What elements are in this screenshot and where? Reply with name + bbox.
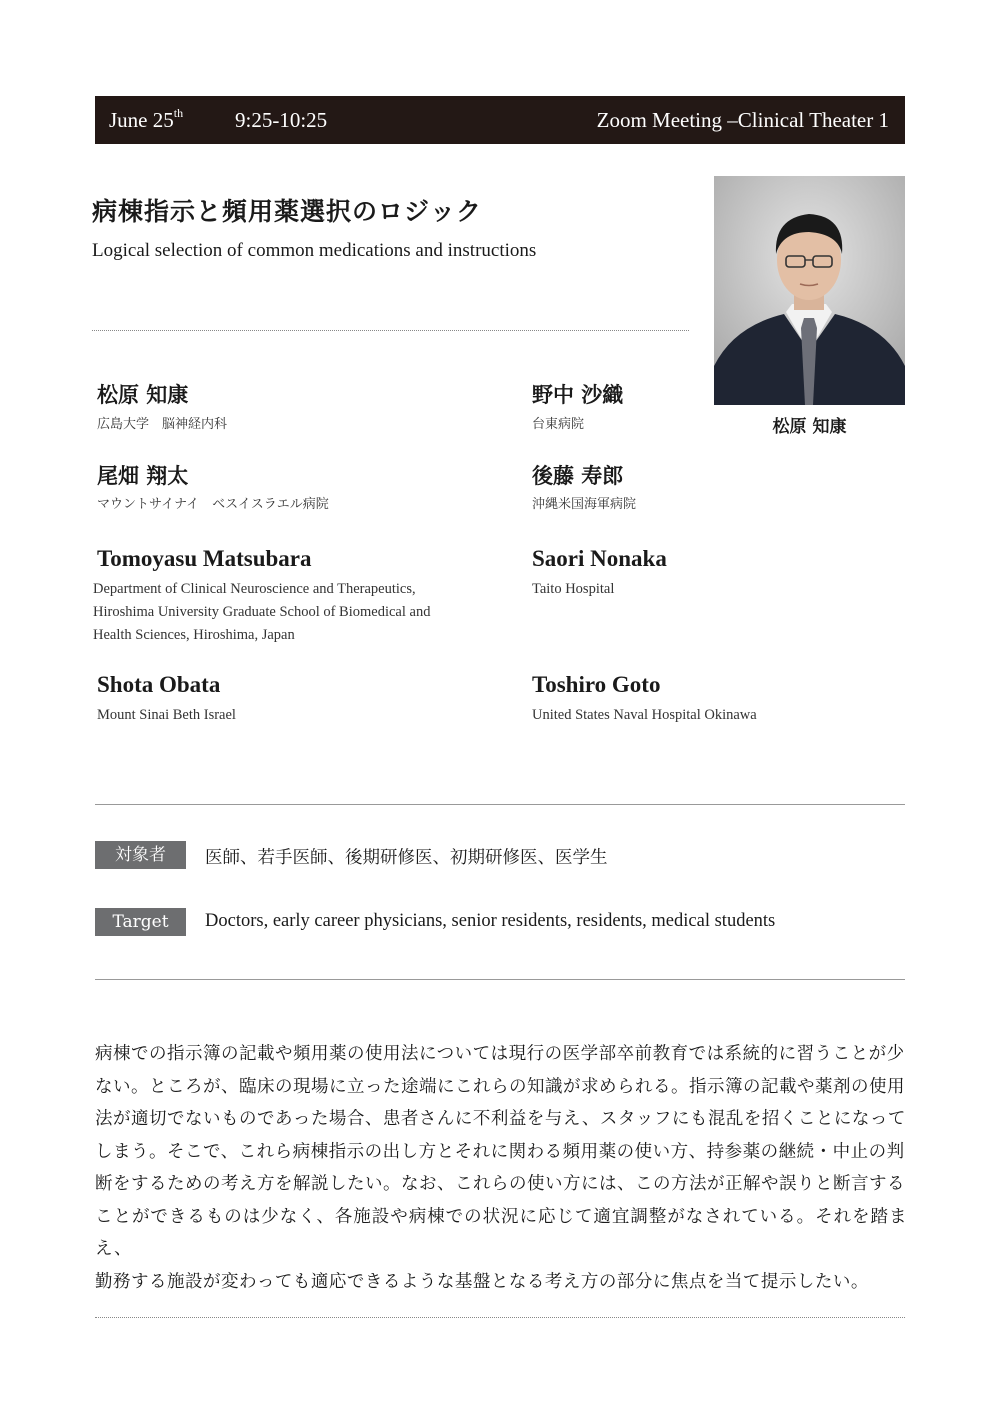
session-time: 9:25-10:25 [235, 108, 328, 132]
abstract-paragraph: 病棟での指示簿の記載や頻用薬の使用法については現行の医学部卒前教育では系統的に習うことが少 ない。ところが、臨床の現場に立った途端にこれらの知識が求められる。指示簿の記載や薬剤の使用 法が適切でないものであった場合、患者さんに不利益を与え、スタッフにも混乱を招くことになって しまう。そこで、これら病棟指示の出し方とそれに関わる頻用薬の使い方、持参薬の継続・中止の判 断をするための考え方を解説したい。なお、これらの使い方には、この方法が正解や誤りと断言する ことができるものは少なく、各施設や病棟での状況に応じて適宜調整がなされている。それを踏まえ、 勤務する施設が変わっても適応できるような基盤となる考え方の部分に焦点を当て提示したい。 [95, 1044, 907, 1292]
speaker-affiliation-en: Department of Clinical Neuroscience and Therapeutics, Hiroshima University Graduate School of Biomedical and Health Sciences, Hiroshima, Japan [93, 581, 431, 643]
section-divider [95, 804, 905, 805]
speaker-affiliation-ja: 広島大学 脳神経内科 [97, 417, 228, 432]
title-divider [92, 330, 689, 331]
target-text-ja: 医師、若手医師、後期研修医、初期研修医、医学生 [205, 848, 608, 868]
photo-caption: 松原 知康 [772, 417, 847, 437]
speaker-portrait-image [714, 176, 905, 405]
speaker-name-ja: 松原 知康 [97, 382, 189, 407]
speaker-name-ja: 後藤 寿郎 [532, 463, 624, 488]
target-text-en: Doctors, early career physicians, senior residents, residents, medical students [205, 911, 776, 931]
target-label-ja: 対象者 [95, 841, 186, 869]
section-divider [95, 979, 905, 980]
speaker-name-en: Saori Nonaka [532, 546, 667, 571]
speaker-name-en: Shota Obata [97, 672, 221, 697]
session-date: June 25th [109, 106, 184, 132]
speaker-affiliation-en: Taito Hospital [532, 581, 615, 597]
speaker-affiliation-en: United States Naval Hospital Okinawa [532, 707, 757, 723]
speaker-name-ja: 尾畑 翔太 [97, 463, 189, 488]
page-title-en: Logical selection of common medications and instructions [92, 240, 537, 261]
target-label-en: Target [95, 908, 186, 936]
speaker-affiliation-en: Mount Sinai Beth Israel [97, 707, 236, 723]
speaker-name-en: Toshiro Goto [532, 672, 661, 697]
speaker-name-ja: 野中 沙織 [532, 382, 624, 407]
speaker-name-en: Tomoyasu Matsubara [97, 546, 312, 571]
speaker-affiliation-ja: 沖縄米国海軍病院 [532, 497, 637, 512]
speaker-affiliation-ja: マウントサイナイ ベスイスラエル病院 [97, 497, 329, 512]
footer-divider [95, 1317, 905, 1318]
session-venue: Zoom Meeting –Clinical Theater 1 [596, 108, 889, 132]
session-header-bar [95, 96, 905, 144]
speaker-photo [714, 176, 905, 405]
speaker-affiliation-ja: 台東病院 [532, 417, 585, 432]
page-title-ja: 病棟指示と頻用薬選択のロジック [92, 197, 483, 226]
